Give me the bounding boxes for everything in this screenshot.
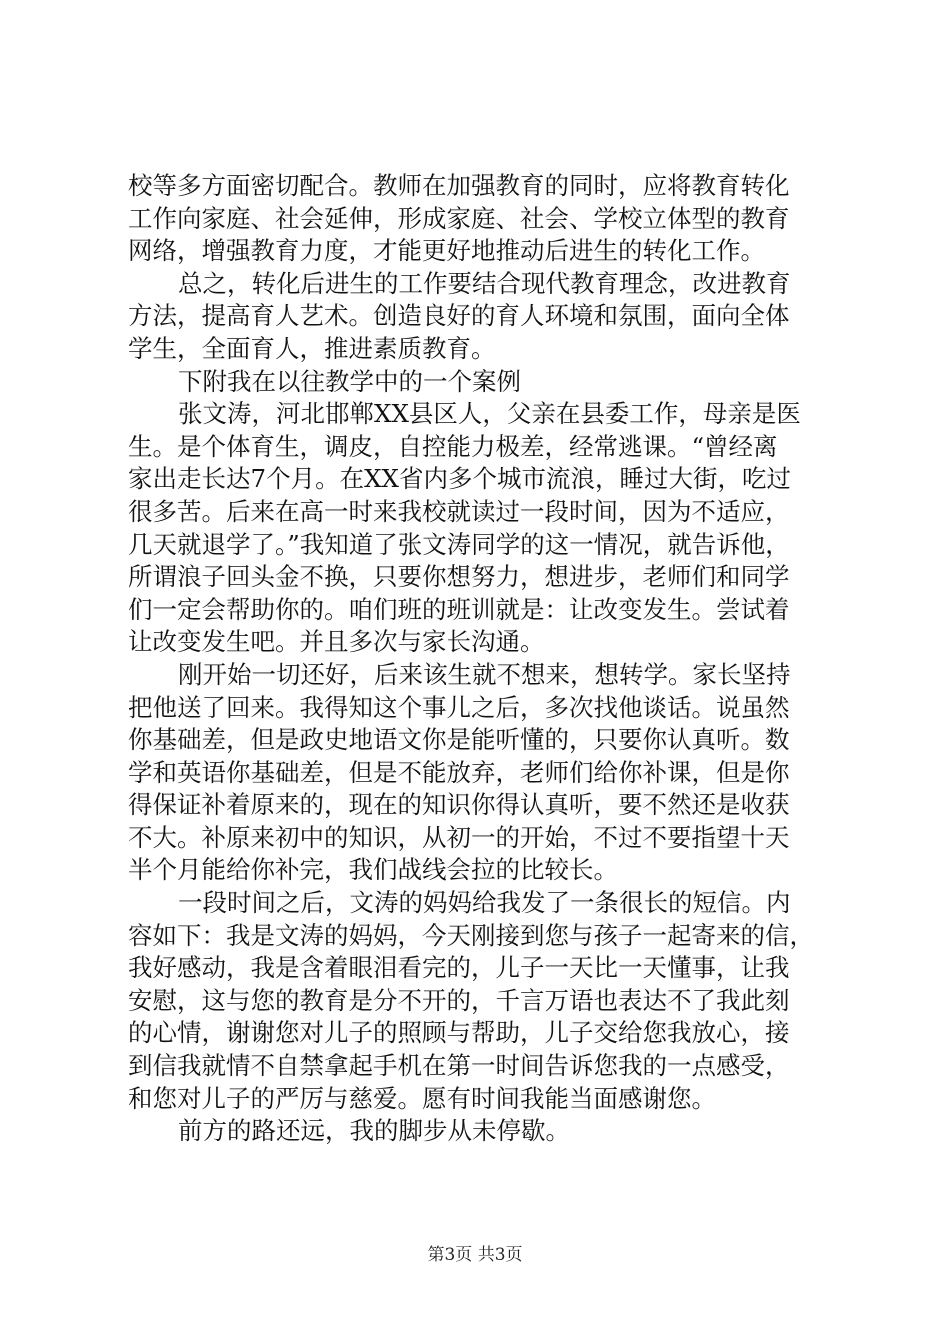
text-line: 下附我在以往教学中的一个案例 bbox=[178, 366, 521, 396]
text-line: 方法，提高育人艺术。创造良好的育人环境和氛围，面向全体 bbox=[128, 301, 790, 331]
text-line: 让改变发生吧。并且多次与家长沟通。 bbox=[128, 627, 545, 657]
text-line: 很多苦。后来在高一时来我校就读过一段时间，因为不适应， bbox=[128, 496, 790, 526]
text-line: 总之，转化后进生的工作要结合现代教育理念，改进教育 bbox=[178, 268, 791, 298]
text-line: 半个月能给你补完，我们战线会拉的比较长。 bbox=[128, 855, 618, 885]
document-body bbox=[128, 170, 828, 1148]
text-line: 张文涛，河北邯郸XX县区人，父亲在县委工作，母亲是医 bbox=[178, 399, 801, 429]
text-line: 几天就退学了。”我知道了张文涛同学的这一情况，就告诉他， bbox=[128, 529, 790, 559]
page-footer: 第3页 共3页 bbox=[427, 1245, 523, 1265]
text-line: 的心情，谢谢您对儿子的照顾与帮助，儿子交给您我放心，接 bbox=[128, 1018, 790, 1048]
text-line: 把他送了回来。我得知这个事儿之后，多次找他谈话。说虽然 bbox=[128, 692, 790, 722]
text-line: 网络，增强教育力度，才能更好地推动后进生的转化工作。 bbox=[128, 236, 765, 266]
text-line: 前方的路还远，我的脚步从未停歇。 bbox=[178, 1116, 570, 1146]
text-line: 到信我就情不自禁拿起手机在第一时间告诉您我的一点感受， bbox=[128, 1051, 790, 1081]
text-line: 们一定会帮助你的。咱们班的班训就是：让改变发生。尝试着 bbox=[128, 594, 790, 624]
text-line: 工作向家庭、社会延伸，形成家庭、社会、学校立体型的教育 bbox=[128, 203, 790, 233]
text-line: 一段时间之后，文涛的妈妈给我发了一条很长的短信。内 bbox=[178, 888, 791, 918]
text-line: 安慰，这与您的教育是分不开的，千言万语也表达不了我此刻 bbox=[128, 985, 790, 1015]
text-line: 学和英语你基础差，但是不能放弃，老师们给你补课，但是你 bbox=[128, 757, 790, 787]
text-line: 我好感动，我是含着眼泪看完的，儿子一天比一天懂事，让我 bbox=[128, 953, 790, 983]
text-line: 你基础差，但是政史地语文你是能听懂的，只要你认真听。数 bbox=[128, 725, 790, 755]
text-line: 生。是个体育生，调皮，自控能力极差，经常逃课。“曾经离 bbox=[128, 431, 778, 461]
text-line: 校等多方面密切配合。教师在加强教育的同时，应将教育转化 bbox=[128, 171, 790, 200]
text-line: 所谓浪子回头金不换，只要你想努力，想进步，老师们和同学 bbox=[128, 562, 790, 592]
text-line: 和您对儿子的严厉与慈爱。愿有时间我能当面感谢您。 bbox=[128, 1083, 716, 1113]
text-line: 家出走长达7个月。在XX省内多个城市流浪，睡过大街，吃过 bbox=[128, 464, 791, 494]
text-line: 容如下：我是文涛的妈妈，今天刚接到您与孩子一起寄来的信， bbox=[128, 920, 814, 950]
text-line: 刚开始一切还好，后来该生就不想来，想转学。家长坚持 bbox=[178, 659, 791, 689]
text-line: 不大。补原来初中的知识，从初一的开始，不过不要指望十天 bbox=[128, 822, 790, 852]
text-line: 得保证补着原来的，现在的知识你得认真听，要不然还是收获 bbox=[128, 790, 790, 820]
text-line: 学生，全面育人，推进素质教育。 bbox=[128, 333, 496, 363]
